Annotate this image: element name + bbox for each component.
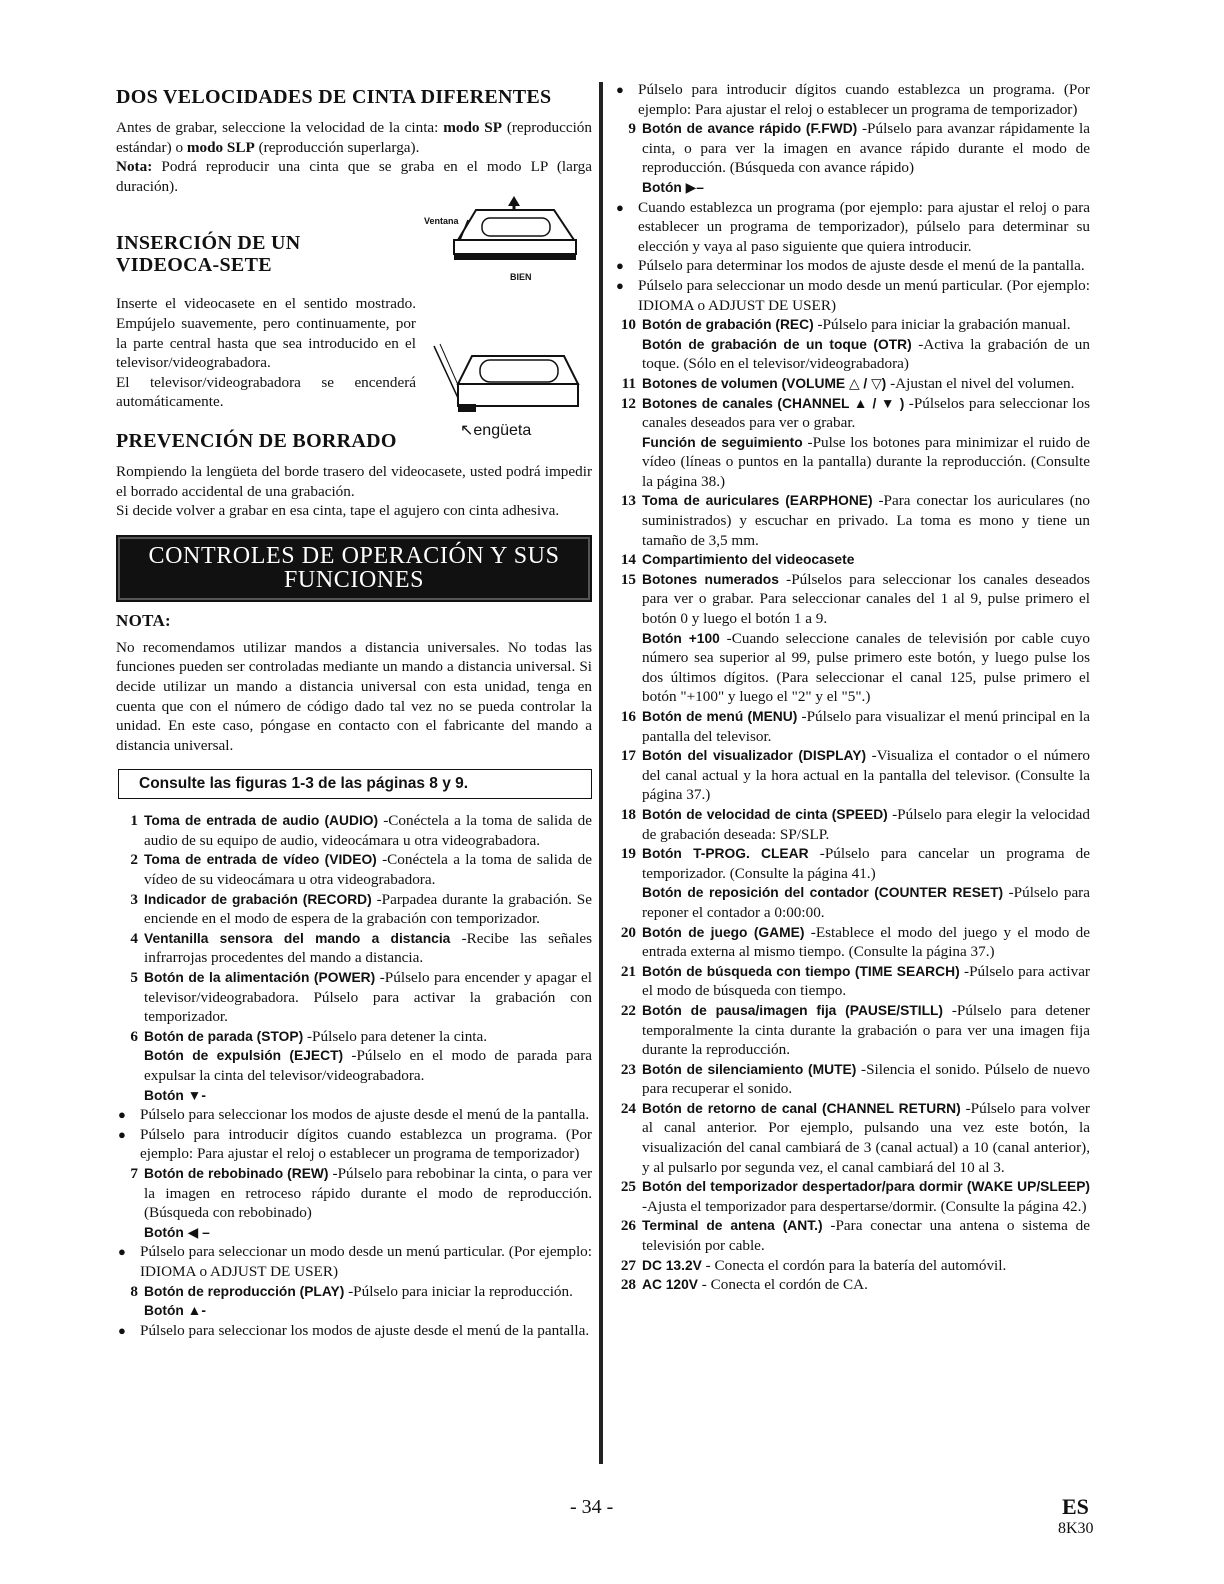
- list-subitem: Botón ◀ –: [144, 1224, 210, 1240]
- list-item: 25 Botón del temporizador despertador/para dormir (WAKE UP/SLEEP) -Ajusta el temporizador para despertarse/dormir. (Consulte la página 42.): [620, 1178, 1090, 1215]
- figure-label-tab: ↖engüeta: [460, 422, 532, 439]
- list-subitem: Botón ▲-: [144, 1303, 206, 1319]
- bullet-item: ● Púlselo para seleccionar un modo desde un menú particular. (Por ejemplo: IDIOMA o ADJUST DE USER): [616, 276, 1090, 314]
- list-item: 5 Botón de la alimentación (POWER) -Púlselo para encender y apagar el televisor/videograbadora. Púlselo para activar la grabación con temporizador.: [130, 969, 592, 1026]
- erase-tab-figure: [428, 338, 588, 448]
- language-code: ES: [1062, 1494, 1089, 1519]
- list-item: 22 Botón de pausa/imagen fija (PAUSE/STILL) -Púlselo para detener temporalmente la cinta durante la grabación o para ver una imagen fija durante la reproducción.: [620, 1001, 1090, 1059]
- insert-auto-paragraph: El televisor/videograbadora se encenderá automáticamente.: [116, 373, 416, 411]
- heading-speeds: DOS VELOCIDADES DE CINTA DIFERENTES: [116, 86, 552, 108]
- consult-figures-box: Consulte las figuras 1-3 de las páginas 8 y 9.: [118, 769, 592, 799]
- figure-label-window: Ventana: [424, 216, 459, 226]
- speed-note: Nota: Podrá reproducir una cinta que se graba en el modo LP (larga duración).: [116, 158, 592, 195]
- list-item: 3 Indicador de grabación (RECORD) -Parpadea durante la grabación. Se enciende en el modo de espera de la grabación con temporizador.: [130, 890, 592, 928]
- list-item: 27 DC 13.2V - Conecta el cordón para la batería del automóvil.: [620, 1256, 1007, 1274]
- bullet-item: ● Púlselo para seleccionar los modos de ajuste desde el menú de la pantalla.: [118, 1106, 590, 1124]
- list-item: 23 Botón de silenciamiento (MUTE) -Silencia el sonido. Púlselo de nuevo para recuperar el sonido.: [620, 1060, 1091, 1098]
- prevent-paragraph: Rompiendo la lengüeta del borde trasero del videocasete, usted podrá impedir el borrado accidental de una grabación.: [116, 462, 592, 500]
- list-subitem: Botón de reposición del contador (COUNTER RESET) -Púlselo para reponer el contador a 0:00:00.: [642, 884, 1090, 921]
- list-item: 20 Botón de juego (GAME) -Establece el modo del juego y el modo de entrada externa al mismo tiempo. (Consulte la página 37.): [620, 923, 1090, 961]
- list-subitem: Botón +100 -Cuando seleccione canales de televisión por cable cuyo número sea superior al 99, pulse primero este botón, y luego pulse los dos últimos dígitos. (Para seleccionar el canal 125, pulse primero el botón "+100" y luego el "2" y el "5".): [642, 629, 1090, 706]
- list-item: 21 Botón de búsqueda con tiempo (TIME SEARCH) -Púlselo para activar el modo de búsqueda con tiempo.: [620, 962, 1090, 1000]
- list-subitem: Botón de grabación de un toque (OTR) -Activa la grabación de un toque. (Sólo en el televisor/videograbadora): [642, 335, 1090, 373]
- prevent-tape-paragraph: Si decide volver a grabar en esa cinta, tape el agujero con cinta adhesiva.: [116, 502, 560, 520]
- heading-prevent: PREVENCIÓN DE BORRADO: [116, 429, 397, 452]
- list-item: 15 Botones numerados -Púlselos para seleccionar los canales deseados para ver o grabar. Para seleccionar canales del 1 al 9, pulse primero el botón 0 y luego el botón 1 a 9.: [620, 570, 1090, 628]
- list-item: 24 Botón de retorno de canal (CHANNEL RETURN) -Púlselo para volver al canal anterior. Por ejemplo, pulsando una vez este botón, la visualización del canal cambiará de 3 (canal actual) a 10 (canal anterior), y al pulsarlo por segunda vez, el canal cambiará del 10 al 3.: [620, 1099, 1090, 1176]
- list-subitem: Botón ▶–: [642, 179, 704, 195]
- list-item: 13 Toma de auriculares (EARPHONE) -Para conectar los auriculares (no suministrados) y escuchar en privado. La toma es mono y tiene un tamaño de 3,5 mm.: [620, 492, 1090, 549]
- list-subitem: Botón de expulsión (EJECT) -Púlselo en el modo de parada para expulsar la cinta del televisor/videograbadora.: [144, 1047, 592, 1084]
- list-item: 17 Botón del visualizador (DISPLAY) -Visualiza el contador o el número del canal actual y la hora actual en la pantalla del televisor. (Consulte la página 37.): [620, 747, 1090, 804]
- nota-heading: NOTA:: [116, 610, 172, 630]
- list-item: 11 Botones de volumen (VOLUME △ / ▽) -Ajustan el nivel del volumen.: [621, 374, 1075, 392]
- speed-paragraph: Antes de grabar, seleccione la velocidad de la cinta: modo SP (reproducción estándar) o modo SLP (reproducción superlarga).: [116, 119, 592, 156]
- list-item: 1 Toma de entrada de audio (AUDIO) -Conéctela a la toma de salida de audio de su equipo de audio, videocámara u otra videograbadora.: [130, 812, 592, 849]
- bullet-item: ● Cuando establezca un programa (por ejemplo: para ajustar el reloj o para establecer un programa de temporizador), púlselo para determinar su elección y vaya al paso siguiente que quiera introducir.: [616, 198, 1090, 255]
- bullet-item: ● Púlselo para introducir dígitos cuando establezca un programa. (Por ejemplo: Para ajustar el reloj o establecer un programa de temporizador): [616, 81, 1090, 118]
- heading-insert: INSERCIÓN DE UN VIDEOCA-SETE: [116, 232, 301, 277]
- bullet-item: ● Púlselo para introducir dígitos cuando establezca un programa. (Por ejemplo: Para ajustar el reloj o establecer un programa de temporizador): [118, 1125, 592, 1163]
- list-item: 26 Terminal de antena (ANT.) -Para conectar una antena o sistema de televisión por cable.: [620, 1217, 1091, 1255]
- list-item: 10 Botón de grabación (REC) -Púlselo para iniciar la grabación manual.: [620, 316, 1071, 334]
- list-item: 16 Botón de menú (MENU) -Púlselo para visualizar el menú principal en la pantalla del televisor.: [620, 708, 1090, 745]
- cassette-tab-icon: [428, 338, 588, 428]
- list-item: 12 Botones de canales (CHANNEL ▲ / ▼ ) -Púlselos para seleccionar los canales deseados para ver o grabar.: [620, 394, 1091, 432]
- column-divider: [599, 82, 603, 1464]
- right-column: [614, 80, 1090, 1295]
- cassette-icon: [424, 196, 584, 276]
- list-item: 7 Botón de rebobinado (REW) -Púlselo para rebobinar la cinta, o para ver la imagen en retroceso rápido durante el modo de reproducción. (Búsqueda con rebobinado): [130, 1164, 592, 1222]
- insert-paragraph: Inserte el videocasete en el sentido mostrado. Empújelo suavemente, pero continuamente, por la parte central hasta que sea introducido en el televisor/videograbadora.: [116, 295, 416, 372]
- list-item: 9 Botón de avance rápido (F.FWD) -Púlselo para avanzar rápidamente la cinta, o para ver la imagen en avance rápido durante el modo de reproducción. (Búsqueda con avance rápido): [628, 120, 1091, 177]
- list-item: 18 Botón de velocidad de cinta (SPEED) -Púlselo para elegir la velocidad de grabación deseada: SP/SLP.: [620, 805, 1090, 843]
- bullet-item: ● Púlselo para determinar los modos de ajuste desde el menú de la pantalla.: [616, 257, 1085, 275]
- list-item: 4 Ventanilla sensora del mando a distancia -Recibe las señales infrarrojas procedentes del mando a distancia.: [130, 929, 593, 967]
- model-code: 8K30: [1058, 1520, 1094, 1537]
- section-banner: CONTROLES DE OPERACIÓN Y SUS FUNCIONES: [118, 537, 590, 600]
- bullet-item: ● Púlselo para seleccionar un modo desde un menú particular. (Por ejemplo: IDIOMA o ADJUST DE USER): [118, 1243, 592, 1280]
- list-subitem: Botón ▼-: [144, 1087, 206, 1103]
- nota-paragraph: No recomendamos utilizar mandos a distancia universales. No todas las funciones pueden ser controladas mediante un mando a distancia universal. Si decide utilizar un mando a distancia universal con esta unidad, tenga en cuenta que con el número de código dado tal vez no se pueda controlar la unidad. En este caso, póngase en contacto con el fabricante del mando a distancia universal.: [116, 638, 592, 754]
- list-subitem: Función de seguimiento -Pulse los botones para minimizar el ruido de vídeo (líneas o puntos en la pantalla) durante la reproducción. (Consulte la página 38.): [642, 433, 1091, 490]
- list-item: 19 Botón T-PROG. CLEAR -Púlselo para cancelar un programa de temporizador. (Consulte la página 41.): [620, 845, 1090, 882]
- list-item: 8 Botón de reproducción (PLAY) -Púlselo para iniciar la reproducción.: [130, 1282, 573, 1300]
- page-number: - 34 -: [570, 1496, 614, 1518]
- bullet-item: ● Púlselo para seleccionar los modos de ajuste desde el menú de la pantalla.: [118, 1321, 590, 1339]
- list-item: 14 Compartimiento del videocasete: [620, 551, 855, 569]
- list-item: 28 AC 120V - Conecta el cordón de CA.: [620, 1276, 868, 1294]
- cassette-insert-figure: [424, 196, 584, 286]
- figure-label-correct: BIEN: [510, 272, 532, 282]
- list-item: 6 Botón de parada (STOP) -Púlselo para detener la cinta.: [130, 1027, 488, 1045]
- list-item: 2 Toma de entrada de vídeo (VIDEO) -Conéctela a la toma de salida de vídeo de su videocámara u otra videograbadora.: [130, 851, 592, 889]
